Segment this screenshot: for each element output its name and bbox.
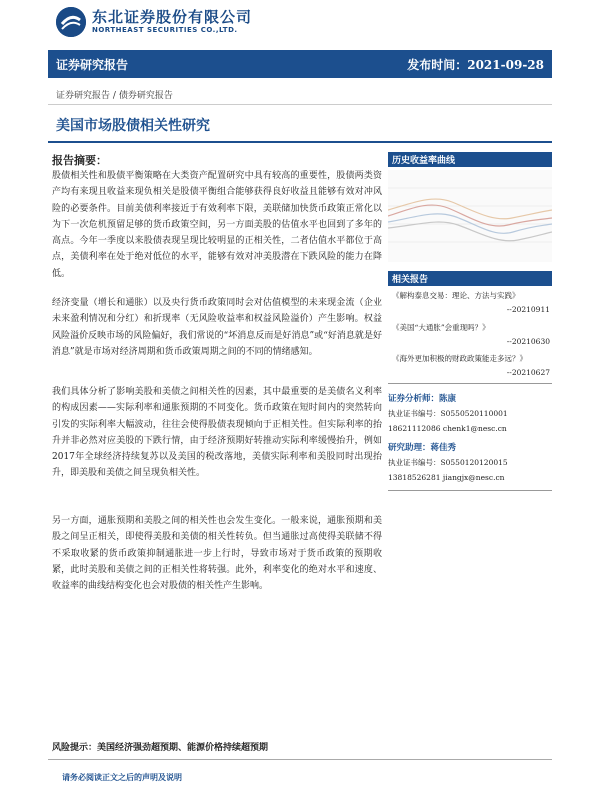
breadcrumb-separator: /: [112, 91, 116, 101]
breadcrumb-item[interactable]: 证券研究报告: [56, 91, 111, 101]
sidebar-divider: [388, 490, 552, 491]
assistant-contact[interactable]: 13818526281 jiangjx@nesc.cn: [388, 473, 505, 482]
chart-title: 历史收益率曲线: [392, 156, 456, 166]
company-name-en: NORTHEAST SECURITIES CO.,LTD.: [92, 26, 238, 34]
assistant-cert: 执业证书编号：S0550120120015: [388, 458, 508, 467]
publish-time: 发布时间：2021-09-28: [407, 58, 544, 72]
related-title: 相关报告: [392, 275, 429, 285]
summary-paragraph: 我们具体分析了影响美股和美债之间相关性的因素，其中最重要的是美债名义利率的构成因素——实际利率和通胀预期的不同变化。货币政策在短时间内的突然转向引发的实际利率大幅波动，往往会使得股债表现倾向于正相关性。但实际利率的抬升并非必然对应美股的下跌行情，由于经济预期好转推动实际利率缓慢抬升，例如2017年全球经济持续复苏以及美国的税改落地，美债实际利率和美股同时出现抬升，即美股和美债之间呈现负相关性。: [52, 387, 382, 479]
related-report-link[interactable]: 《美国“大通胀”会重现吗？》: [392, 323, 490, 332]
sidebar-divider: [388, 383, 552, 384]
company-name-cn: 东北证券股份有限公司: [92, 8, 253, 26]
related-report-link[interactable]: 《解构泰息交易：理论、方法与实践》: [392, 291, 520, 300]
breadcrumb: [56, 88, 173, 101]
report-title: 美国市场股债相关性研究: [56, 118, 210, 134]
assistant-name: 研究助理：蒋佳秀: [388, 443, 457, 453]
divider: [48, 104, 552, 105]
related-report-link[interactable]: 《海外更加积极的财政政策能走多远？》: [392, 354, 527, 363]
analyst-contact[interactable]: 18621112086 chenk1@nesc.cn: [388, 424, 507, 433]
summary-paragraph: 经济变量（增长和通胀）以及央行货币政策同时会对估值模型的未来现金流（企业未来盈利情况和分红）和折现率（无风险收益率和权益风险溢价）产生影响。权益风险溢价反映市场的风险偏好，我们常说的“坏消息反而是好消息”或“好消息就是好消息”就是市场对经济周期和货币政策周期之间的不同的情绪感知。: [52, 298, 382, 357]
footer-divider: [48, 759, 552, 760]
disclaimer-note: 请务必阅读正文之后的声明及说明: [62, 772, 182, 782]
summary-paragraph: 股债相关性和股债平衡策略在大类资产配置研究中具有较高的重要性，股债两类资产均有来现且收益来现负相关是股债平衡组合能够获得良好收益且能够有效对冲风险的必要条件。目前美债利率接近于有效利率下限，美联储加快货币政策正常化以为下一次危机预留足够的货币政策空间，另一方面美股的估值水平也回到了多年的高点。今年一季度以来股债表现呈现比较明显的正相关性，二者估值水平都位于高点，美债利率在处于绝对低位的水平，能够有效对冲美股潜在下跌风险的能力在降低。: [52, 171, 382, 279]
report-type: 证券研究报告: [56, 58, 129, 72]
analyst-cert: 执业证书编号：S0550520110001: [388, 409, 508, 418]
summary-paragraph: 另一方面，通胀预期和美股之间的相关性也会发生变化。一般来说，通胀预期和美股之间呈正相关，即使得美股和美债的相关性转负。但当通胀过高使得美联储不得不采取收紧的货币政策抑制通胀进一步上行时，导致市场对于货币政策的预期收紧，此时美股和美债之间的正相关性将转强。此外，利率变化的绝对水平和速度、收益率的曲线结构变化也会对股债的相关性产生影响。: [52, 516, 382, 592]
related-report-date: --20210627: [506, 368, 550, 377]
title-divider: [48, 141, 552, 143]
analyst-name: 证券分析师：陈康: [388, 394, 457, 404]
summary-label: 报告摘要：: [52, 154, 107, 167]
related-report-date: --20210630: [506, 337, 550, 346]
breadcrumb-item[interactable]: 债券研究报告: [118, 91, 173, 101]
company-logo-icon: [56, 7, 86, 37]
yield-curve-chart: [388, 170, 552, 262]
related-report-date: --20210911: [506, 305, 550, 314]
risk-warning: 风险提示：美国经济强劲超预期、能源价格持续超预期: [52, 743, 269, 753]
